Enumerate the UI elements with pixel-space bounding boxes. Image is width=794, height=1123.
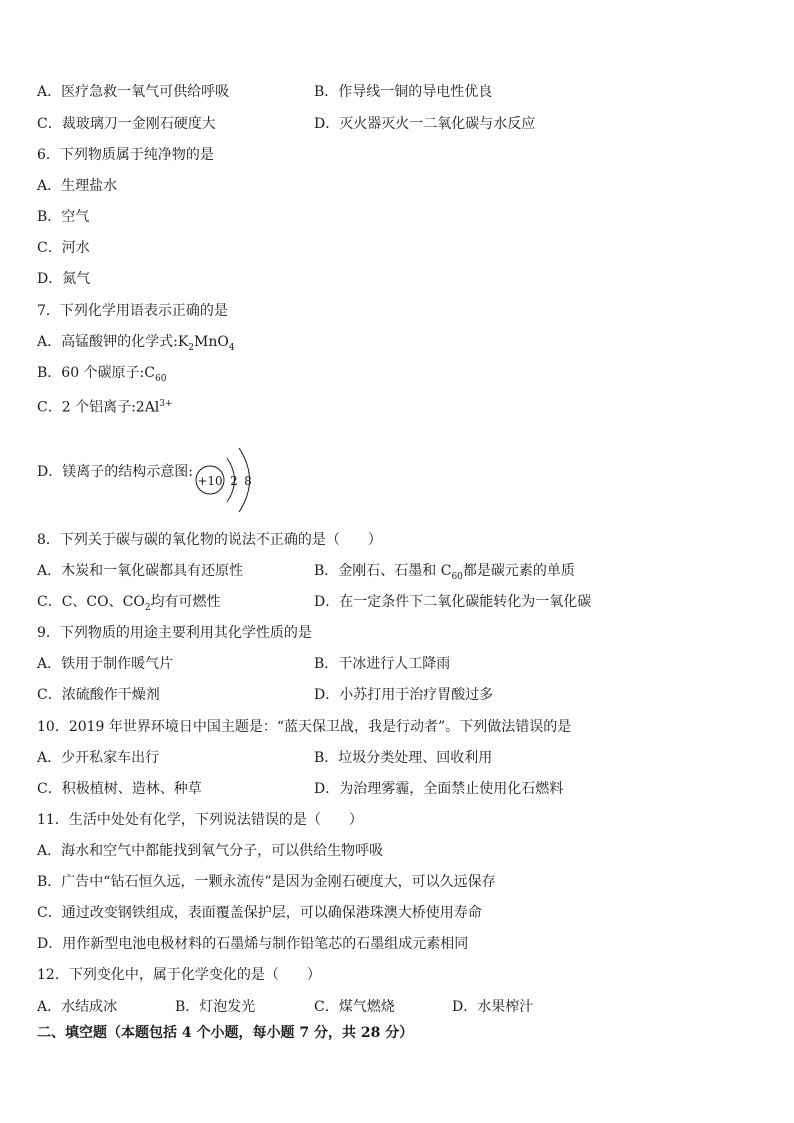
q6-stem: 6．下列物质属于纯净物的是 — [37, 147, 214, 163]
magnesium-ion-structure-diagram — [190, 444, 260, 524]
q6-option-c: C．河水 — [37, 240, 90, 256]
q10-option-d: D．为治理雾霾，全面禁止使用化石燃料 — [314, 781, 564, 797]
q5-option-a: A．医疗急救一氧气可供给呼吸 — [37, 84, 230, 100]
q11-option-c: C．通过改变钢铁组成，表面覆盖保护层，可以确保港珠澳大桥使用寿命 — [37, 905, 482, 921]
q12-option-a: A．水结成冰 — [37, 999, 118, 1015]
q7-option-c — [37, 395, 173, 417]
section-2-heading: 二、填空题（本题包括 4 个小题，每小题 7 分，共 28 分） — [37, 1025, 414, 1041]
q12-stem: 12．下列变化中，属于化学变化的是（ ） — [37, 967, 321, 983]
q8-b-sub: 60 — [451, 571, 463, 582]
q12-option-d: D．水果榨汁 — [452, 999, 534, 1015]
q8-c-prefix: C．C、CO、CO — [37, 594, 145, 610]
q9-option-a: A．铁用于制作暖气片 — [37, 656, 174, 672]
q8-option-d: D．在一定条件下二氧化碳能转化为一氧化碳 — [314, 594, 592, 610]
q5-option-c: C．裁玻璃刀一金刚石硬度大 — [37, 116, 216, 132]
q7-a-mid: MnO — [194, 334, 229, 350]
q7-c-prefix: C．2 个铝离子:2Al — [37, 399, 160, 416]
q10-option-a: A．少开私家车出行 — [37, 750, 160, 766]
q6-option-b: B．空气 — [37, 209, 90, 225]
q7-c-sup: 3+ — [159, 399, 173, 409]
q10-stem: 10．2019 年世界环境日中国主题是：“蓝天保卫战，我是行动者”。下列做法错误的是 — [37, 719, 572, 735]
electron-shell-1-count: 2 — [230, 474, 238, 488]
q7-option-a — [37, 333, 235, 357]
q7-option-d-label: D．镁离子的结构示意图: — [37, 464, 193, 480]
q11-option-b: B．广告中“钻石恒久远，一颗永流传”是因为金刚石硬度大，可以久远保存 — [37, 874, 496, 890]
q6-option-d: D．氮气 — [37, 271, 91, 287]
q8-b-prefix: B．金刚石、石墨和 C — [314, 563, 452, 579]
q7-option-b — [37, 364, 166, 388]
q8-option-a: A．木炭和一氧化碳都具有还原性 — [37, 563, 244, 579]
q9-option-b: B．干冰进行人工降雨 — [314, 656, 451, 672]
q8-option-b — [314, 562, 575, 586]
q7-a-sub1: 2 — [188, 342, 195, 353]
q10-option-c: C．积极植树、造林、种草 — [37, 781, 202, 797]
q8-b-suffix: 都是碳元素的单质 — [462, 563, 575, 579]
q11-option-d: D．用作新型电池电极材料的石墨烯与制作铅笔芯的石墨组成元素相同 — [37, 936, 469, 952]
q11-option-a: A．海水和空气中都能找到氧气分子，可以供给生物呼吸 — [37, 843, 384, 859]
q7-a-sub2: 4 — [228, 342, 235, 353]
q7-stem: 7．下列化学用语表示正确的是 — [37, 303, 228, 319]
q9-stem: 9．下列物质的用途主要利用其化学性质的是 — [37, 625, 312, 641]
q9-option-c: C．浓硫酸作干燥剂 — [37, 687, 160, 703]
q12-option-b: B．灯泡发光 — [175, 999, 256, 1015]
q9-option-d: D．小苏打用于治疗胃酸过多 — [314, 687, 494, 703]
q7-b-prefix: B．60 个碳原子:C — [37, 365, 155, 381]
q8-c-sub: 2 — [144, 602, 151, 613]
q7-b-sub: 60 — [154, 373, 167, 384]
q10-option-b: B．垃圾分类处理、回收利用 — [314, 750, 493, 766]
q8-stem: 8．下列关于碳与碳的氧化物的说法不正确的是（ ） — [37, 532, 382, 548]
q8-option-c — [37, 593, 221, 617]
q12-option-c: C．煤气燃烧 — [314, 999, 395, 1015]
q8-c-suffix: 均有可燃性 — [150, 594, 221, 610]
q7-a-prefix: A．高锰酸钾的化学式:K — [37, 334, 189, 350]
q11-stem: 11．生活中处处有化学，下列说法错误的是（ ） — [37, 812, 363, 828]
q5-option-d: D．灭火器灭火一二氧化碳与水反应 — [314, 116, 536, 132]
q6-option-a: A．生理盐水 — [37, 178, 118, 194]
nucleus-charge: +10 — [197, 474, 223, 488]
q5-option-b: B．作导线一铜的导电性优良 — [314, 84, 493, 100]
electron-shell-2-count: 8 — [244, 474, 252, 488]
